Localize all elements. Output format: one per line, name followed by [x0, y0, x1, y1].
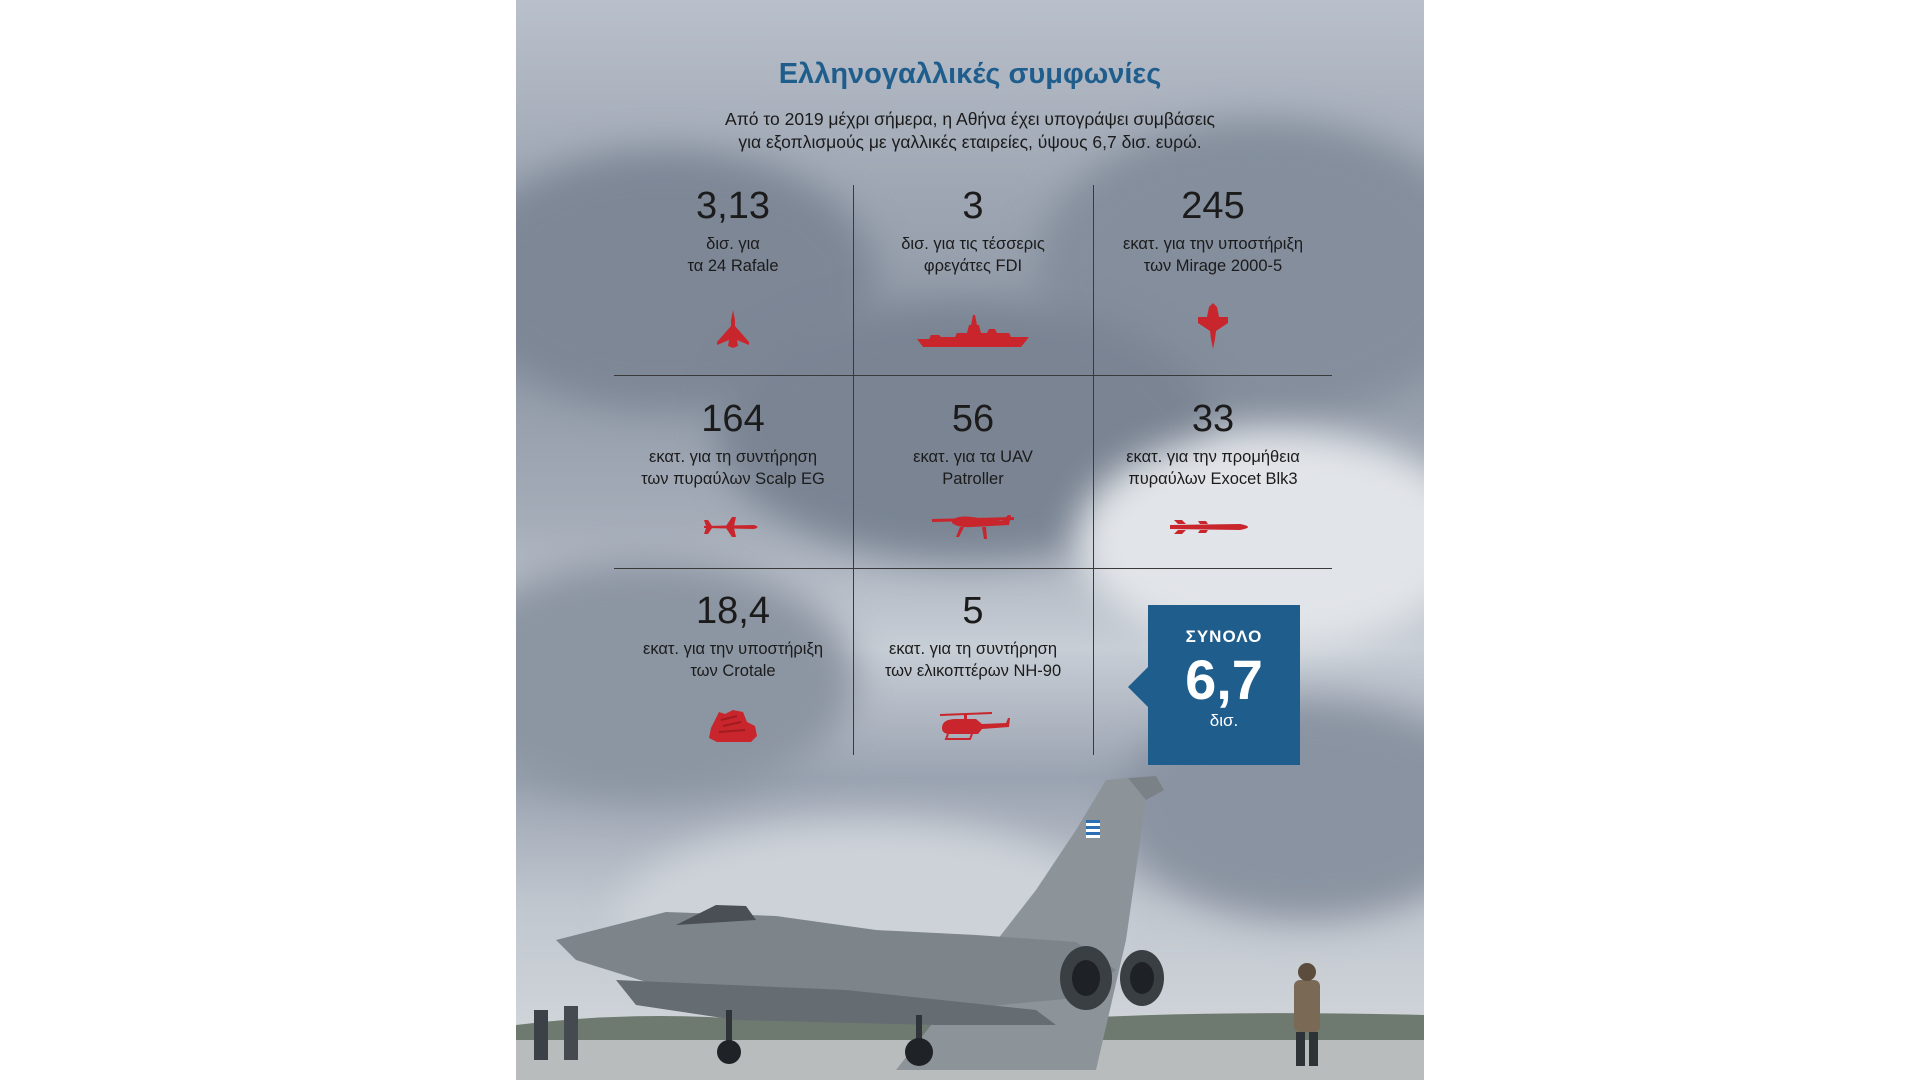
stat-description-line: εκατ. για την υποστήριξη: [1122, 235, 1304, 253]
infographic: [516, 0, 1424, 1080]
stat-cell-exocet: [1093, 398, 1333, 558]
stat-description-line: των Crotale: [690, 662, 776, 680]
stat-value: 3,13: [696, 185, 770, 227]
stat-description: [853, 638, 1093, 682]
stat-description: [1093, 233, 1333, 277]
total-label: ΣΥΝΟΛΟ: [1185, 627, 1263, 646]
stat-cell-frigates: [853, 185, 1093, 365]
stat-description: [613, 638, 853, 682]
grid-divider-horizontal: [614, 568, 1332, 569]
stat-value: 56: [951, 398, 995, 440]
stat-value: 3: [962, 185, 984, 227]
infographic-title: Ελληνογαλλικές συμφωνίες: [778, 58, 1162, 90]
stat-description-line: των ελικοπτέρων NH-90: [884, 662, 1062, 680]
stat-description-line: εκατ. για την προμήθεια: [1126, 448, 1300, 466]
fighter-jet-icon: [716, 310, 750, 350]
rafale-aircraft-photo: [516, 680, 1424, 1080]
stat-description: [853, 446, 1093, 490]
stat-description-line: πυραύλων Exocet Blk3: [1128, 470, 1298, 488]
cruise-missile-icon: [704, 516, 762, 538]
stat-cell-scalp: [613, 398, 853, 558]
stat-cell-patroller: [853, 398, 1093, 558]
stat-description-line: εκατ. για τη συντήρηση: [888, 640, 1058, 658]
stat-value: 18,4: [696, 590, 770, 632]
stat-description: [613, 233, 853, 277]
stat-description-line: Patroller: [942, 470, 1004, 488]
stat-cell-mirage: [1093, 185, 1333, 365]
subtitle-line-1: Από το 2019 μέχρι σήμερα, η Αθήνα έχει υπογράψει συμβάσεις: [725, 109, 1215, 129]
stat-description-line: εκατ. για την υποστήριξη: [642, 640, 824, 658]
infographic-subtitle: [516, 108, 1424, 154]
stat-description-line: δισ. για τις τέσσερις: [901, 235, 1045, 253]
stat-description: [853, 233, 1093, 277]
stat-value: 245: [1181, 185, 1245, 227]
subtitle-line-2: για εξοπλισμούς με γαλλικές εταιρείες, ύψους 6,7 δισ. ευρώ.: [738, 132, 1202, 152]
stat-description-line: φρεγάτες FDI: [923, 257, 1023, 275]
stat-description-line: δισ. για: [706, 235, 760, 253]
delta-jet-icon: [1197, 303, 1229, 349]
stat-description-line: τα 24 Rafale: [687, 257, 779, 275]
drone-icon: [932, 511, 1014, 541]
anti-ship-missile-icon: [1170, 520, 1256, 534]
stat-value: 5: [962, 590, 984, 632]
grid-divider-horizontal: [614, 375, 1332, 376]
stat-description-line: εκατ. για τα UAV: [913, 448, 1033, 466]
stat-description: [613, 446, 853, 490]
stat-value: 164: [701, 398, 765, 440]
stat-description-line: των Mirage 2000-5: [1143, 257, 1283, 275]
stat-description: [1093, 446, 1333, 490]
frigate-icon: [917, 315, 1029, 349]
stat-description-line: των πυραύλων Scalp EG: [641, 470, 825, 488]
stat-value: 33: [1191, 398, 1235, 440]
stat-cell-rafale: [613, 185, 853, 365]
total-unit: δισ.: [1209, 711, 1239, 730]
total-value: 6,7: [1185, 648, 1263, 711]
stat-description-line: εκατ. για τη συντήρηση: [648, 448, 818, 466]
